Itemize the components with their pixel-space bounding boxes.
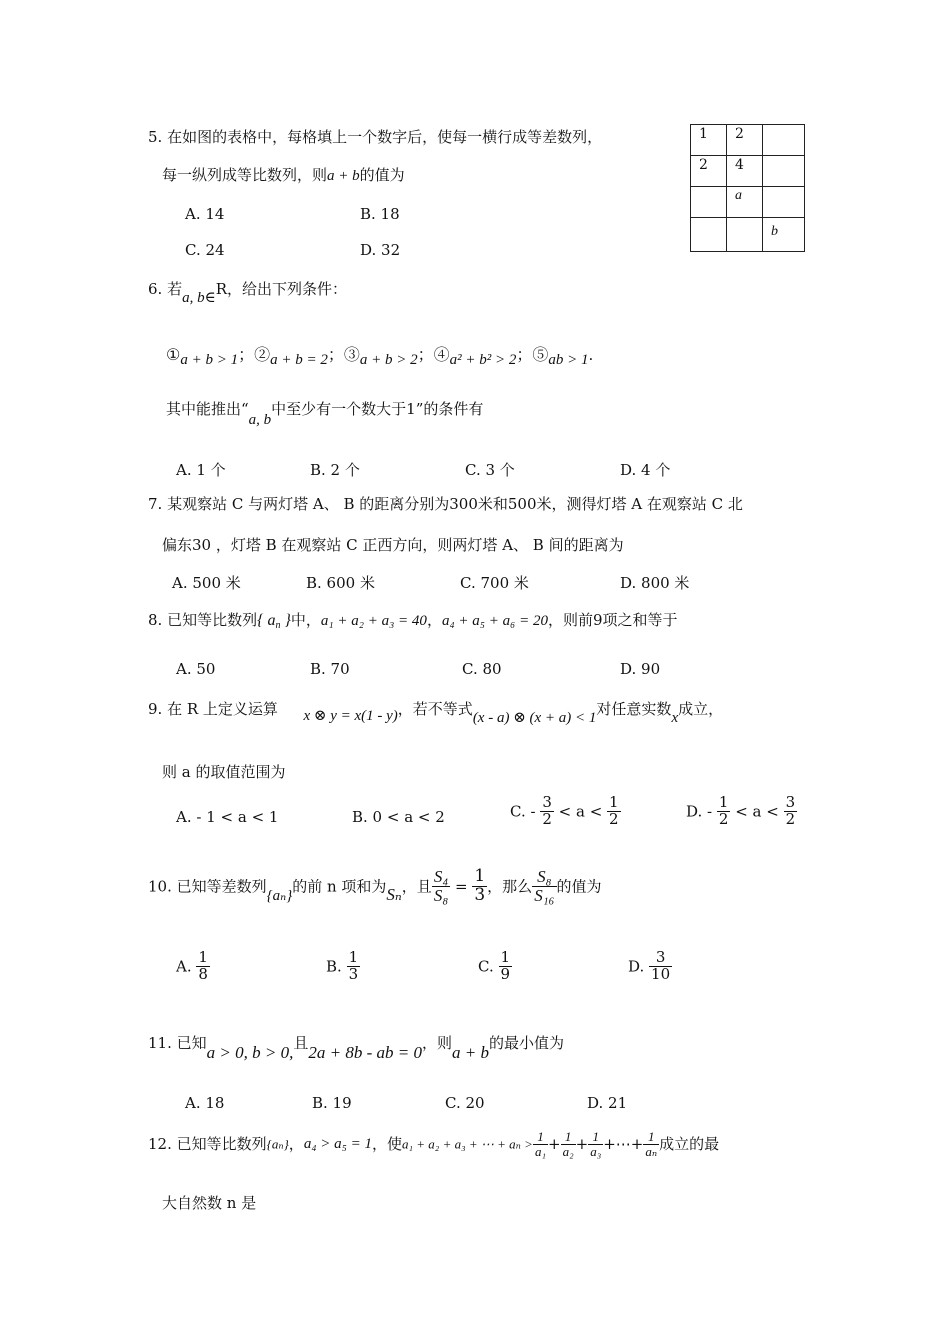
q11-line1 — [148, 1033, 564, 1062]
q7-option-c: C. 700 米 — [460, 574, 529, 592]
q6-option-a: A. 1 个 — [176, 461, 226, 479]
numerator: 1 — [609, 793, 619, 811]
q7-line2: 偏东30 ，灯塔 B 在观察站 C 正西方向，则两灯塔 A、 B 间的距离为 — [162, 536, 624, 554]
numerator: 3 — [649, 950, 672, 967]
q5-line1: 5. 在如图的表格中，每格填上一个数字后，使每一横行成等差数列， — [148, 128, 603, 146]
cond-marker: ；④ — [417, 345, 450, 364]
cond-expr: ab > 1 — [548, 352, 589, 368]
q8-option-c: C. 80 — [462, 660, 502, 678]
cond-expr: a² + b² > 2 — [449, 352, 517, 368]
denominator: a₂ — [562, 1143, 574, 1159]
numerator: 1 — [643, 1130, 659, 1145]
q11-then: ，则 — [421, 1034, 452, 1052]
q10-post: 的值为 — [556, 877, 602, 896]
cond-marker: ；⑤ — [516, 345, 549, 364]
q9-ineq: (x - a) ⊗ (x + a) < 1 — [472, 710, 597, 726]
q8-option-d: D. 90 — [620, 660, 661, 678]
q6-conditions — [166, 345, 594, 368]
fraction — [532, 868, 556, 905]
q5-expr: a + b — [327, 168, 360, 184]
fraction — [607, 795, 621, 828]
q9-end: 成立， — [678, 700, 724, 718]
numerator: 3 — [542, 793, 552, 811]
q10-mid: 的前 n 项和为 — [292, 877, 387, 896]
cond-marker: ；③ — [327, 345, 360, 364]
q6-line3-post: 中至少有一个数大于1”的条件有 — [271, 400, 484, 418]
q9-pre: 9. 在 R 上定义运算 — [148, 700, 278, 718]
q5-option-a: A. 14 — [185, 205, 225, 223]
q12-post: 成立的最 — [659, 1135, 720, 1154]
cond-marker: ；② — [238, 345, 271, 364]
q8-seq: { $a_n$ } — [257, 612, 291, 631]
q7-option-b: B. 600 米 — [306, 574, 375, 592]
denominator: 2 — [785, 809, 796, 828]
q5-grid-table — [690, 124, 805, 252]
cond-end: . — [588, 346, 594, 364]
grid-cell: b — [763, 218, 805, 252]
q10-option-a — [176, 950, 210, 983]
q8-line1: 8. 已知等比数列{ $a_n$ }中，a₁ + a₂ + a₃ = 40，a₄ + a₅ + a₆ = 20，则前9项之和等于 — [148, 611, 678, 631]
q9-optd-label: D. — [686, 802, 703, 821]
q8-option-a: A. 50 — [176, 660, 216, 678]
numerator: S₄ — [433, 867, 449, 886]
q6-line1 — [148, 280, 347, 306]
q11-option-b: B. 19 — [312, 1094, 352, 1112]
q9-post: 对任意实数 — [596, 700, 672, 718]
grid-cell: 1 — [691, 125, 727, 156]
q6-expr: a, b∈ — [182, 290, 216, 306]
q9-line2: 则 a 的取值范围为 — [162, 763, 286, 781]
numerator: 1 — [198, 948, 208, 966]
option-label: C. — [478, 957, 494, 976]
q12-pre: 12. 已知等比数列 — [148, 1135, 267, 1154]
numerator: 3 — [785, 793, 796, 811]
q12-line1: 12. 已知等比数列{aₙ}，a₄ > a₅ = 1，使a₁ + a₂ + a₃ + ⋯ + aₙ > $\frac{1}{\text{a₁}}$ + $\frac{1}{\text{a₂}}$ + $\frac{1}{\text{a₃}}$ +⋯+ $\frac{1}{\text{aₙ}}$ 成立的最 — [148, 1129, 720, 1159]
cond-expr: a + b > 2 — [359, 352, 418, 368]
q11-option-d: D. 21 — [587, 1094, 628, 1112]
q8-pre: 8. 已知等比数列 — [148, 611, 258, 629]
q9-option-c — [510, 795, 621, 828]
grid-cell — [727, 218, 763, 252]
q9-mid: ，若不等式 — [397, 700, 473, 718]
grid-cell — [763, 187, 805, 218]
q10-then: ，那么 — [487, 877, 533, 896]
q10-eq: = — [450, 877, 473, 896]
fraction — [561, 1130, 576, 1158]
q12-cond: a₄ > a₅ = 1 — [303, 1136, 372, 1153]
q10-option-b — [326, 950, 360, 983]
q11-post: 的最小值为 — [488, 1034, 564, 1052]
numerator: S₈ — [532, 868, 556, 887]
q9-var: x — [671, 710, 679, 726]
q7-line1: 7. 某观察站 C 与两灯塔 A、 B 的距离分别为300米和500米，测得灯塔 A 在观察站 C 北 — [148, 495, 743, 513]
numerator: 1 — [533, 1130, 548, 1145]
q10-sn: Sₙ — [386, 885, 402, 905]
q6-line3-pre: 其中能推出“ — [166, 400, 249, 418]
q5-option-d: D. 32 — [360, 241, 401, 259]
numerator: 1 — [588, 1130, 603, 1145]
denominator: a₁ — [534, 1143, 546, 1159]
q11-option-c: C. 20 — [445, 1094, 485, 1112]
q11-option-a: A. 18 — [185, 1094, 225, 1112]
cond-expr: a + b > 1 — [180, 352, 239, 368]
q6-line1-post: R，给出下列条件： — [215, 280, 347, 298]
denominator: 9 — [500, 964, 511, 983]
grid-cell: 2 — [727, 125, 763, 156]
q11-expr: a + b — [451, 1043, 489, 1062]
q7-option-d: D. 800 米 — [620, 574, 690, 592]
q8-eq1: a₁ + a₂ + a₃ = 40 — [320, 613, 427, 629]
denominator: 2 — [718, 809, 729, 828]
fraction — [499, 950, 513, 983]
fraction — [472, 868, 487, 905]
grid-cell: 4 — [727, 156, 763, 187]
q9-def: x ⊗ y = x(1 - y) — [303, 708, 398, 724]
fraction — [643, 1130, 659, 1158]
q5-line2 — [162, 166, 405, 185]
denominator: 2 — [542, 809, 552, 828]
numerator: 1 — [561, 1130, 576, 1145]
fraction — [649, 950, 672, 983]
q6-line3 — [166, 400, 484, 428]
q5-option-b: B. 18 — [360, 205, 400, 223]
denominator: S₁₆ — [534, 885, 555, 905]
q10-option-c — [478, 950, 512, 983]
numerator: 1 — [348, 948, 359, 966]
q11-cond2: 2a + 8b - ab = 0 — [308, 1043, 422, 1062]
denominator: 3 — [348, 964, 359, 983]
q9-optd-mid: < a < — [730, 802, 784, 821]
q12-comma: ， — [288, 1135, 304, 1154]
grid-cell — [691, 187, 727, 218]
q7-option-a: A. 500 米 — [172, 574, 241, 592]
q6-option-b: B. 2 个 — [310, 461, 360, 479]
fraction — [588, 1130, 603, 1158]
denominator: 10 — [651, 964, 671, 983]
fraction — [432, 868, 450, 905]
q5-line2-pre: 每一纵列成等比数列，则 — [162, 166, 328, 184]
q9-optd-neg: - — [707, 802, 717, 821]
option-label: A. — [176, 957, 192, 976]
q10-and: ，且 — [401, 877, 432, 896]
q12-lhs: a₁ + a₂ + a₃ + ⋯ + aₙ > — [402, 1136, 533, 1152]
q5-line2-post: 的值为 — [359, 166, 405, 184]
numerator: 1 — [718, 793, 729, 811]
q11-pre: 11. 已知 — [148, 1034, 207, 1052]
q10-seq: {aₙ} — [266, 888, 293, 905]
q12-seq: {aₙ} — [266, 1136, 289, 1152]
q9-option-a: A. - 1 < a < 1 — [176, 808, 279, 826]
q5-option-c: C. 24 — [185, 241, 225, 259]
q9-optc-neg: - — [530, 802, 541, 821]
q10-pre: 10. 已知等差数列 — [148, 877, 267, 896]
q8-mid: 中， — [290, 611, 321, 629]
denominator: a₃ — [590, 1143, 602, 1159]
q9-line1 — [148, 700, 724, 726]
fraction — [540, 795, 554, 828]
cond-expr: a + b = 2 — [270, 352, 328, 368]
fraction — [784, 795, 798, 828]
grid-cell: 2 — [691, 156, 727, 187]
q6-option-d: D. 4 个 — [620, 461, 671, 479]
grid-cell — [691, 218, 727, 252]
q12-dots: ⋯ — [615, 1135, 631, 1154]
q6-line3-expr: a, b — [248, 412, 272, 428]
denominator: S₈ — [433, 885, 449, 905]
q9-optc-mid: < a < — [553, 802, 608, 821]
fraction — [196, 950, 210, 983]
q8-post: ，则前9项之和等于 — [547, 611, 678, 629]
denominator: 8 — [198, 964, 208, 983]
grid-cell — [763, 125, 805, 156]
denominator: aₙ — [645, 1143, 658, 1159]
q8-option-b: B. 70 — [310, 660, 350, 678]
q8-eq2: a₄ + a₅ + a₆ = 20 — [441, 613, 548, 629]
q11-cond1: a > 0, b > 0, — [206, 1043, 294, 1062]
q9-optc-label: C. — [510, 802, 526, 821]
q6-option-c: C. 3 个 — [465, 461, 515, 479]
q12-line2: 大自然数 n 是 — [162, 1194, 257, 1212]
denominator: 3 — [474, 884, 486, 905]
q10-line1 — [148, 868, 602, 905]
q9-option-d — [686, 795, 797, 828]
q6-line1-pre: 6. 若 — [148, 280, 183, 298]
q10-option-d — [628, 950, 672, 983]
fraction — [533, 1130, 548, 1158]
option-label: D. — [628, 957, 645, 976]
cond-marker: ① — [166, 345, 181, 364]
fraction — [717, 795, 731, 828]
q11-and: 且 — [293, 1034, 309, 1052]
option-label: B. — [326, 957, 342, 976]
q12-make: ，使 — [372, 1135, 403, 1154]
denominator: 2 — [609, 809, 619, 828]
q9-option-b: B. 0 < a < 2 — [352, 808, 445, 826]
fraction — [347, 950, 361, 983]
grid-cell: a — [727, 187, 763, 218]
numerator: 1 — [500, 948, 511, 966]
numerator: 1 — [474, 866, 486, 886]
grid-cell — [763, 156, 805, 187]
